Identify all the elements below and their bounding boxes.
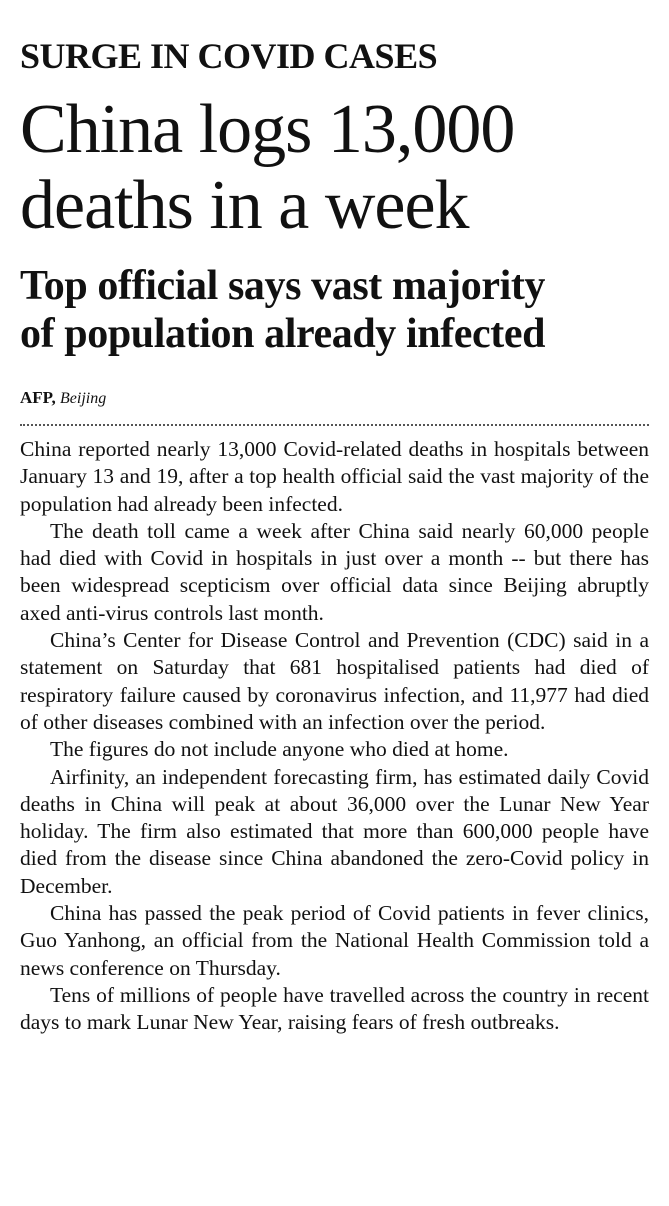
body-paragraph: Tens of millions of people have travelled across the country in recent days to mark Lunar New Year, raising fears of fresh outbreaks. xyxy=(20,982,649,1035)
headline-line-2: deaths in a week xyxy=(20,167,469,244)
article-body xyxy=(20,436,649,1037)
byline-agency: AFP, xyxy=(20,388,56,407)
article-headline xyxy=(20,92,649,244)
article-byline xyxy=(20,387,106,410)
subhead-line-2: of population already infected xyxy=(20,311,546,357)
body-paragraph: Airfinity, an independent forecasting firm, has estimated daily Covid deaths in China will peak at about 36,000 over the Lunar New Year holiday. The firm also estimated that more than 600,000 people have died from the disease since China abandoned the zero-Covid policy in December. xyxy=(20,764,649,898)
body-paragraph: The death toll came a week after China said nearly 60,000 people had died with Covid in hospitals in just over a month -- but there has been widespread scepticism over official data since Beijing abruptly axed anti-virus controls last month. xyxy=(20,518,649,625)
article-subheadline xyxy=(20,262,649,358)
byline-place: Beijing xyxy=(60,390,107,407)
dotted-divider xyxy=(20,424,649,426)
headline-line-1: China logs 13,000 xyxy=(20,91,515,168)
subhead-line-1: Top official says vast majority xyxy=(20,263,546,309)
body-paragraph: China reported nearly 13,000 Covid-related deaths in hospitals between January 13 and 19, after a top health official said the vast majority of the population had already been infected. xyxy=(20,437,649,516)
article-kicker: SURGE IN COVID CASES xyxy=(20,36,438,76)
body-paragraph: The figures do not include anyone who died at home. xyxy=(50,737,509,762)
body-paragraph: China has passed the peak period of Covid patients in fever clinics, Guo Yanhong, an official from the National Health Commission told a news conference on Thursday. xyxy=(20,901,649,980)
body-paragraph: China’s Center for Disease Control and Prevention (CDC) said in a statement on Saturday that 681 hospitalised patients had died of respiratory failure caused by coronavirus infection, and 11,977 had died of other diseases combined with an infection over the period. xyxy=(20,628,649,734)
